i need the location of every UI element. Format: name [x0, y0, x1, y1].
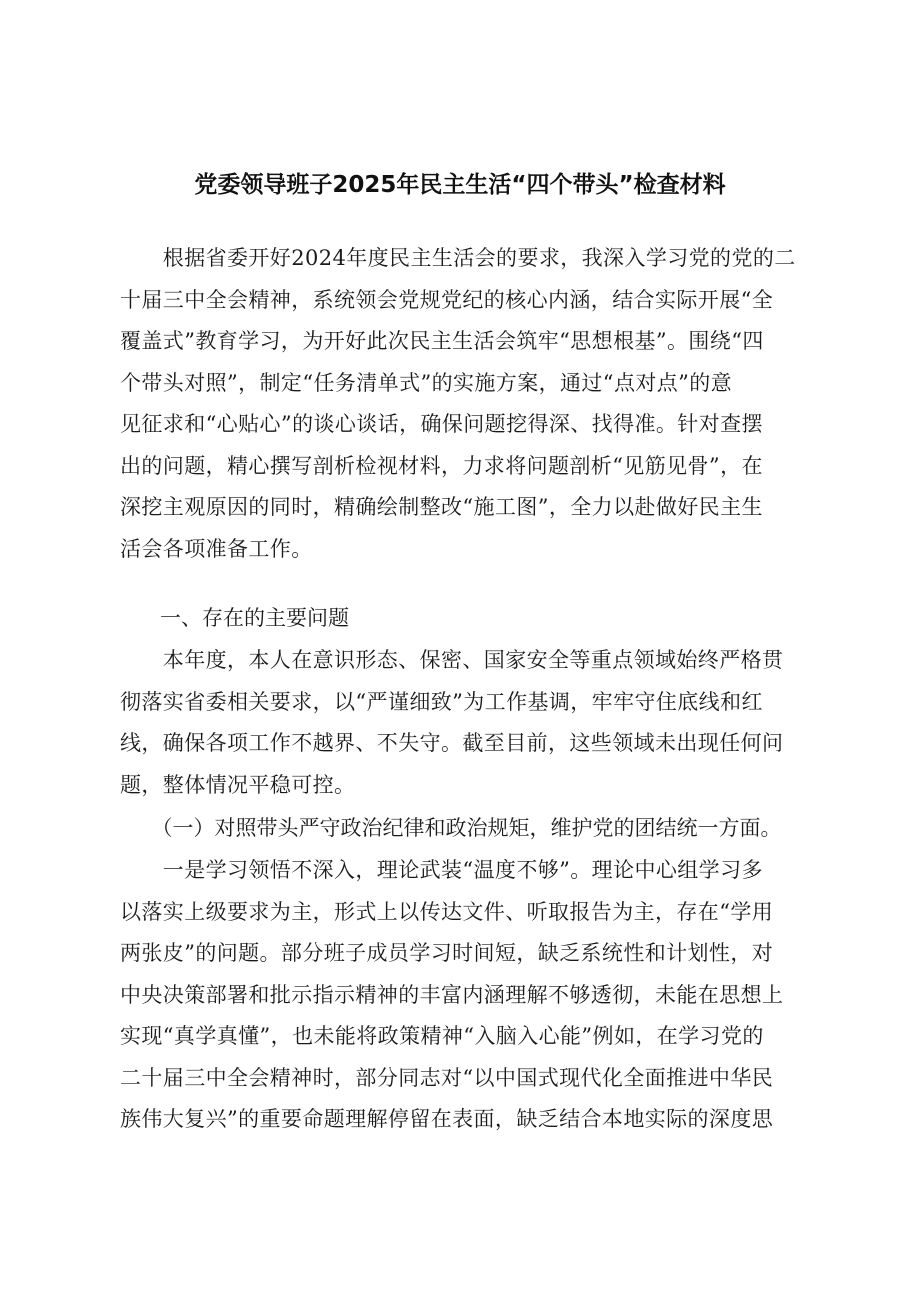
section-heading: 一、存在的主要问题 — [160, 606, 349, 630]
text-line: 一是学习领悟不深入，理论武装“温度不够”。理论中心组学习多 — [120, 858, 763, 882]
text-line: 以落实上级要求为主，形式上以传达文件、听取报告为主，存在“学用 — [120, 899, 774, 924]
text-line: 实现“真学真懂”，也未能将政策精神“入脑入心能”例如，在学习党的 — [120, 1024, 764, 1048]
text-line: 本年度，本人在意识形态、保密、国家安全等重点领域始终严格贯 — [120, 648, 784, 672]
text-line: 个带头对照”，制定“任务清单式”的实施方案，通过“点对点”的意 — [120, 370, 733, 395]
text-line: 二十届三中全会精神时，部分同志对“以中国式现代化全面推进中华民 — [120, 1065, 774, 1090]
text-line: 中央决策部署和批示指示精神的丰富内涵理解不够透彻，未能在思想上 — [120, 982, 784, 1007]
text-line: 根据省委开好2024年度民主生活会的要求，我深入学习党的党的二 — [120, 246, 796, 270]
text-line: 见征求和“心贴心”的谈心谈话，确保问题挖得深、找得准。针对查摆 — [120, 412, 763, 436]
paragraph-overview — [120, 640, 820, 806]
paragraph-point-one — [120, 850, 820, 1141]
text-line: 活会各项准备工作。 — [120, 536, 313, 561]
text-line: 覆盖式”教育学习，为开好此次民主生活会筑牢“思想根基”。围绕“四 — [120, 329, 764, 353]
text-line: 出的问题，精心撰写剖析检视材料，力求将问题剖析“见筋见骨”，在 — [120, 453, 763, 478]
text-line: 题，整体情况平稳可控。 — [120, 772, 356, 797]
text-line: 十届三中全会精神，系统领会党规党纪的核心内涵，结合实际开展“全 — [120, 287, 774, 312]
text-line: 两张皮”的问题。部分班子成员学习时间短，缺乏系统性和计划性，对 — [120, 941, 774, 965]
text-line: 彻落实省委相关要求，以“严谨细致”为工作基调，牢牢守住底线和红 — [120, 689, 763, 714]
text-line: 深挖主观原因的同时，精确绘制整改“施工图”，全力以赴做好民主生 — [120, 495, 763, 519]
paragraph-intro — [120, 238, 820, 570]
subsection-heading — [120, 808, 820, 850]
subheading-text: （一）对照带头严守政治纪律和政治规矩，维护党的团结统一方面。 — [120, 816, 782, 840]
text-line: 线，确保各项工作不越界、不失守。截至目前，这些领域未出现任何问 — [120, 731, 784, 755]
document-title: 党委领导班子2025年民主生活“四个带头”检查材料 — [194, 172, 726, 198]
text-line: 族伟大复兴”的重要命题理解停留在表面，缺乏结合本地实际的深度思 — [120, 1107, 774, 1131]
